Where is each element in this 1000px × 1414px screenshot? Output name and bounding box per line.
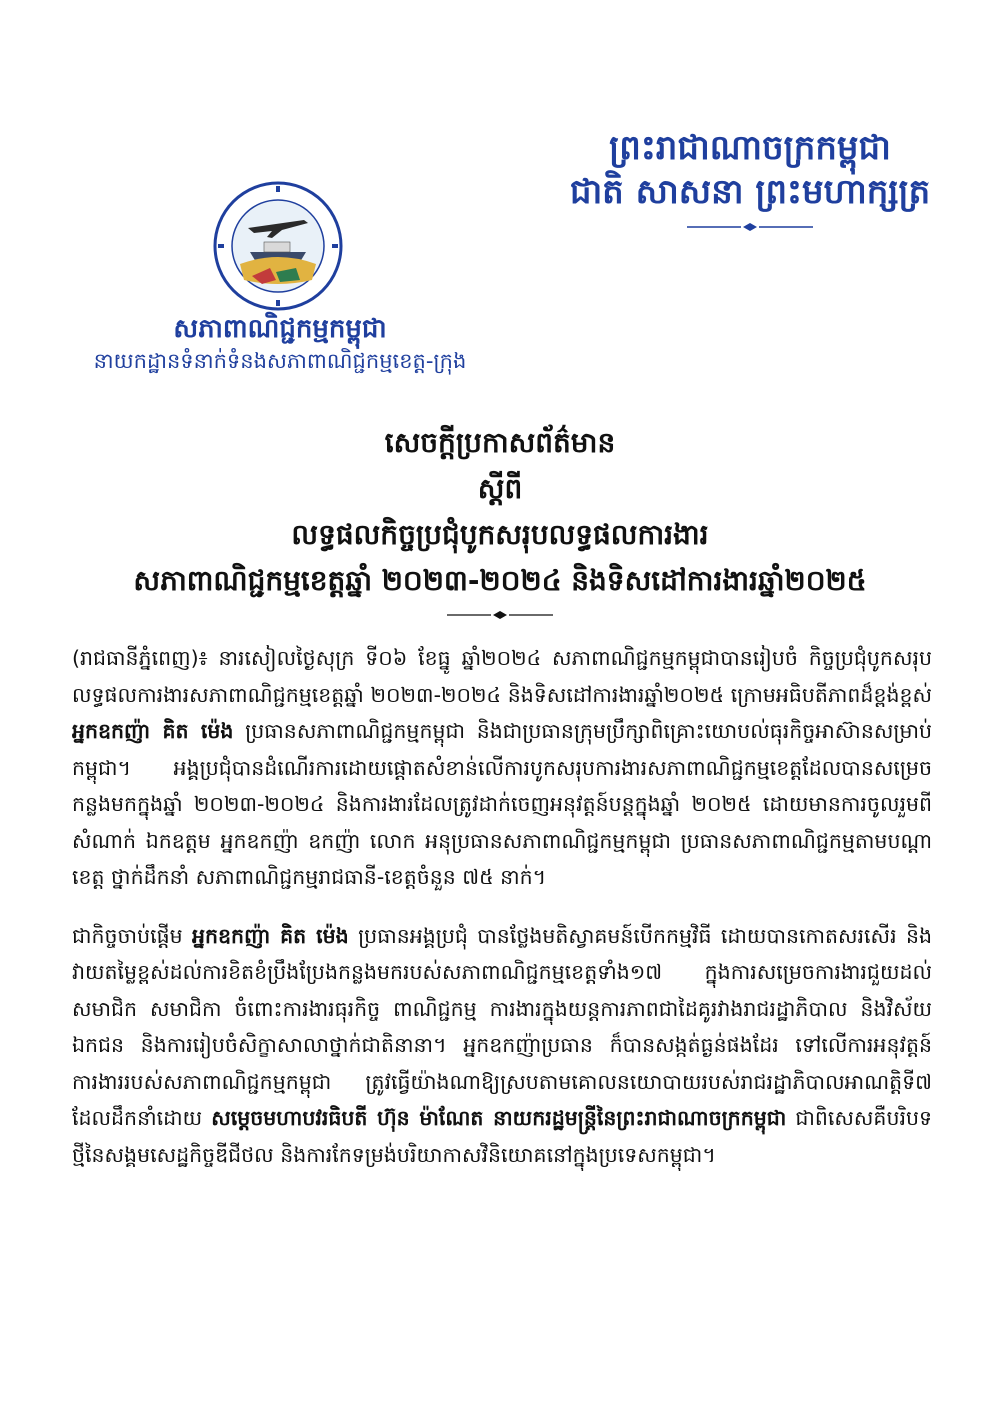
ornament-divider-icon: [445, 610, 555, 620]
p2-name-bold: អ្នកឧកញ៉ា គិត ម៉េង: [192, 923, 349, 948]
p2-text-b: ប្រធានអង្គប្រជុំ បានថ្លែងមតិស្វាគមន៍បើកកម្មវិធី ដោយបានកោតសរសើរ និងវាយតម្លៃខ្ពស់ដល់ការខិតខំប្រឹងប្រែងកន្លងមករបស់សភាពាណិជ្ជកម្មខេត្តទាំង១៧ ក្នុងការសម្រេចការងារជួយដល់សមាជិក សមាជិកា ចំពោះការងារធុរកិច្ច ពាណិជ្ជកម្ម ការងារក្នុងយន្តការភាពជាដៃគូរវាងរាជរដ្ឋាភិបាល និងវិស័យឯកជន និងការរៀបចំសិក្ខាសាលាថ្នាក់ជាតិនានា។ អ្នកឧកញ៉ាប្រធាន ក៏បានសង្កត់ធ្ងន់ផងដែរ ទៅលើការអនុវត្តន៍ការងាររបស់សភាពាណិជ្ជកម្មកម្ពុជា ត្រូវធ្វើយ៉ាងណាឱ្យស្របតាមគោលនយោបាយរបស់រាជរដ្ឋាភិបាលអាណត្តិទី៧ ដែលដឹកនាំដោយ: [72, 923, 932, 1130]
department-name: នាយកដ្ឋានទំនាក់ទំនងសភាពាណិជ្ជកម្មខេត្ត-ក្រុង: [93, 349, 467, 373]
title-press-release: សេចក្តីប្រកាសព័ត៌មាន: [384, 426, 616, 459]
organization-block: [60, 312, 500, 376]
body-paragraph-1: [72, 640, 932, 896]
document-body: [72, 640, 932, 1195]
document-title-block: [60, 420, 940, 624]
p1-text-b: ប្រធានសភាពាណិជ្ជកម្មកម្ពុជា និងជាប្រធានក្រុមប្រឹក្សាពិគ្រោះយោបល់ធុរកិច្ចអាស៊ានសម្រាប់កម្ពុជា។ អង្គប្រជុំបានដំណើរការដោយផ្តោតសំខាន់លើការបូកសរុបការងារសភាពាណិជ្ជកម្មខេត្តដែលបានសម្រេចកន្លងមកក្នុងឆ្នាំ ២០២៣-២០២៤ និងការងារដែលត្រូវដាក់ចេញអនុវត្តន៍បន្តក្នុងឆ្នាំ ២០២៥ ដោយមានការចូលរួមពីសំណាក់ ឯកឧត្តម អ្នកឧកញ៉ា ឧកញ៉ា លោក អនុប្រធានសភាពាណិជ្ជកម្មកម្ពុជា ប្រធានសភាពាណិជ្ជកម្មតាមបណ្តាខេត្ត ថ្នាក់ដឹកនាំ សភាពាណិជ្ជកម្មរាជធានី-ខេត្តចំនួន ៧៥ នាក់។: [72, 719, 932, 889]
kingdom-motto: ជាតិ សាសនា ព្រះមហាក្សត្រ: [569, 172, 931, 212]
kingdom-name: ព្រះរាជាណាចក្រកម្ពុជា: [609, 128, 891, 168]
ornament-divider-icon: [685, 222, 815, 232]
kingdom-header: [560, 126, 940, 236]
chamber-of-commerce-logo-icon: [212, 180, 344, 312]
p1-name-bold: អ្នកឧកញ៉ា គិត ម៉េង: [72, 719, 234, 743]
p1-text-a: (រាជធានីភ្នំពេញ)៖ នារសៀលថ្ងៃសុក្រ ទី០៦ ខែធ្នូ ឆ្នាំ២០២៤ សភាពាណិជ្ជកម្មកម្ពុជាបានរៀបចំ កិច្ចប្រជុំបូកសរុបលទ្ធផលការងារសភាពាណិជ្ជកម្មខេត្តឆ្នាំ ២០២៣-២០២៤ និងទិសដៅការងារឆ្នាំ២០២៥ ក្រោមអធិបតីភាពដ៏ខ្ពង់ខ្ពស់: [72, 646, 932, 707]
p2-text-c: ជាពិសេសគឺបរិបទថ្មីនៃសង្គមសេដ្ឋកិច្ចឌីជីថល និងការកែទម្រង់បរិយាកាសវិនិយោគនៅក្នុងប្រទេសកម្ពុជា។: [72, 1106, 932, 1167]
title-subject-line1: លទ្ធផលកិច្ចប្រជុំបូកសរុបលទ្ធផលការងារ: [291, 518, 709, 551]
body-paragraph-2: [72, 918, 932, 1174]
p2-text-a: ជាកិច្ចចាប់ផ្តើម: [72, 923, 193, 948]
organization-name: សភាពាណិជ្ជកម្មកម្ពុជា: [173, 314, 387, 344]
title-regarding: ស្តីពី: [477, 472, 523, 505]
p2-pm-bold: សម្តេចមហាបវរធិបតី ហ៊ុន ម៉ាណែត នាយករដ្ឋមន្ត្រីនៃព្រះរាជាណាចក្រកម្ពុជា: [211, 1106, 787, 1130]
title-subject-line2: សភាពាណិជ្ជកម្មខេត្តឆ្នាំ ២០២៣-២០២៤ និងទិសដៅការងារឆ្នាំ២០២៥: [133, 564, 867, 597]
